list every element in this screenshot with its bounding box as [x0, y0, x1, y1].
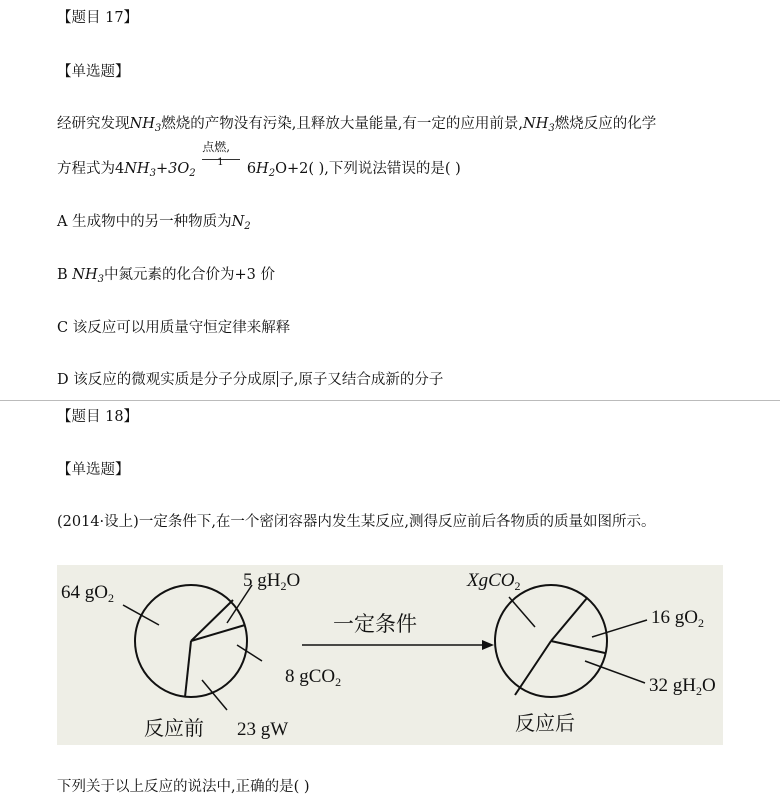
nh3-formula: $NH_3$ [129, 116, 162, 134]
condition-top: 点燃, [202, 140, 231, 154]
coef: 6 [246, 161, 257, 177]
question-separator [0, 400, 780, 401]
q18-question: 下列关于以上反应的说法中,正确的是( ) [57, 779, 310, 795]
nh3-formula: $NH_3$ [523, 116, 555, 134]
equation-suffix: O+2( ),下列说法错误的是( ) [275, 161, 461, 177]
before-caption: 反应前 [144, 718, 204, 740]
option-a-text: A 生成物中的另一种物质为 [57, 214, 232, 230]
before-h2o-label: 5 $gH_2O$ [243, 570, 301, 593]
equation-prefix: 方程式为 [57, 161, 115, 177]
stem-text: 经研究发现 [57, 116, 130, 132]
condition-bottom: 1 [217, 157, 224, 168]
after-h2o-label: 32 $gH_2O$ [649, 675, 716, 698]
option-b-text: 中氮元素的化合价为+3 价 [103, 267, 275, 283]
stem-text: 燃烧的产物没有污染,且释放大量能量,有一定的应用前景, [161, 116, 524, 132]
q18-type: 【单选题】 [57, 462, 130, 478]
q17-equation-line [57, 140, 461, 179]
before-o2-label: 64 $gO_2$ [61, 582, 114, 605]
q17-type: 【单选题】 [57, 64, 130, 80]
nh3-formula: $NH_3$ [72, 267, 104, 285]
q18-header: 【题目 18】 [57, 409, 139, 425]
q17-header: 【题目 17】 [57, 10, 139, 26]
coef: 4 [115, 161, 125, 177]
nh3-formula: $NH_3$ [124, 161, 156, 179]
q17-stem-line1 [57, 114, 656, 134]
option-d-text: 子,原子又结合成新的分子 [279, 372, 444, 388]
q17-option-b[interactable] [57, 265, 275, 285]
reaction-diagram [57, 565, 723, 745]
q18-stem: (2014·设上)一定条件下,在一个密闭容器内发生某反应,测得反应前后各物质的质量如图所示。 [57, 514, 656, 530]
q17-option-d[interactable] [57, 370, 443, 390]
option-d-text: D 该反应的微观实质是分子分成原 [57, 372, 277, 388]
after-o2-label: 16 $gO_2$ [651, 607, 704, 630]
after-caption: 反应后 [515, 713, 575, 735]
h2o-formula: $H_2$ [256, 161, 276, 179]
n2-formula: $N_2$ [231, 214, 251, 232]
after-co2-label: XgCO$_2$ [467, 570, 521, 593]
arrow-condition: 一定条件 [333, 612, 417, 636]
before-w-label: 23 gW [237, 719, 289, 740]
q17-option-a[interactable] [57, 212, 251, 232]
q17-option-c[interactable]: C 该反应可以用质量守恒定律来解释 [57, 320, 291, 336]
reaction-figure [57, 565, 723, 745]
option-b-prefix: B [57, 267, 73, 283]
reaction-condition [202, 140, 240, 179]
stem-text: 燃烧反应的化学 [554, 116, 657, 132]
o2-formula: $+3O_2$ [155, 161, 196, 179]
before-co2-label: 8 gCO$_2$ [285, 666, 342, 689]
